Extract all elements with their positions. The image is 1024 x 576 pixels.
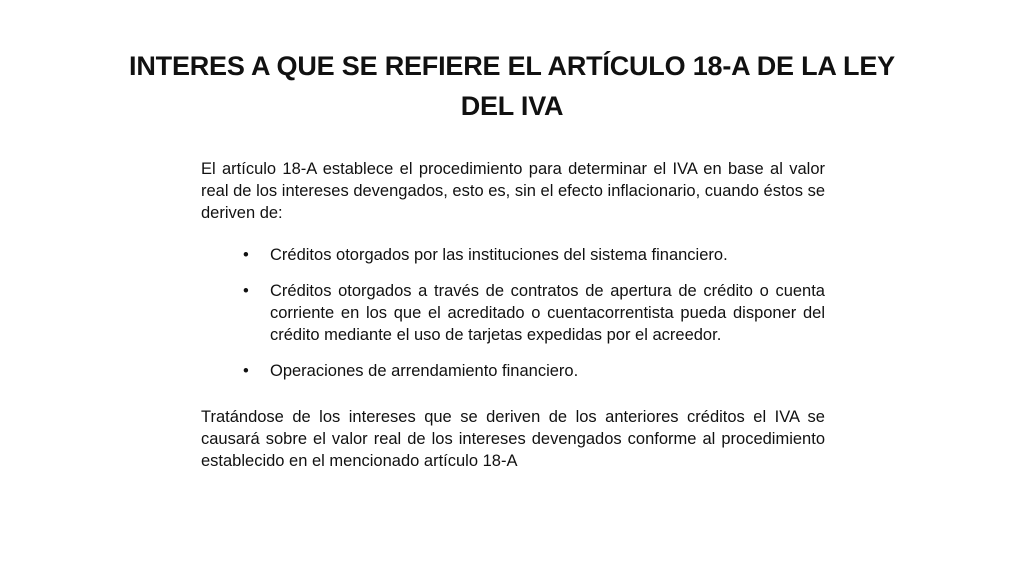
bullet-item (243, 280, 825, 346)
bullet-text: Créditos otorgados por las instituciones del sistema financiero. (270, 246, 728, 264)
bullet-text: Operaciones de arrendamiento financiero. (270, 362, 579, 380)
bullet-text: Créditos otorgados a través de contratos de apertura de crédito o cuenta corriente en los que el acreditado o cuentacorrentista pueda disponer del crédito mediante el uso de tarjetas expedidas por el acreedor. (270, 282, 825, 344)
bullet-dot-icon: • (243, 362, 249, 380)
bullet-dot-icon: • (243, 246, 249, 264)
closing-paragraph: Tratándose de los intereses que se deriven de los anteriores créditos el IVA se causará sobre el valor real de los intereses devengados conforme al procedimiento establecido en el mencionado artículo 18-A (201, 408, 825, 470)
bullet-dot-icon: • (243, 282, 249, 300)
slide-title: INTERES A QUE SE REFIERE EL ARTÍCULO 18-A DE LA LEY DEL IVA (129, 51, 895, 121)
slide-body (201, 158, 825, 472)
intro-paragraph: El artículo 18-A establece el procedimiento para determinar el IVA en base al valor real de los intereses devengados, esto es, sin el efecto inflacionario, cuando éstos se deriven de: (201, 160, 825, 222)
bullet-item (243, 244, 825, 266)
bullet-item (243, 360, 825, 382)
bullet-list (201, 244, 825, 382)
